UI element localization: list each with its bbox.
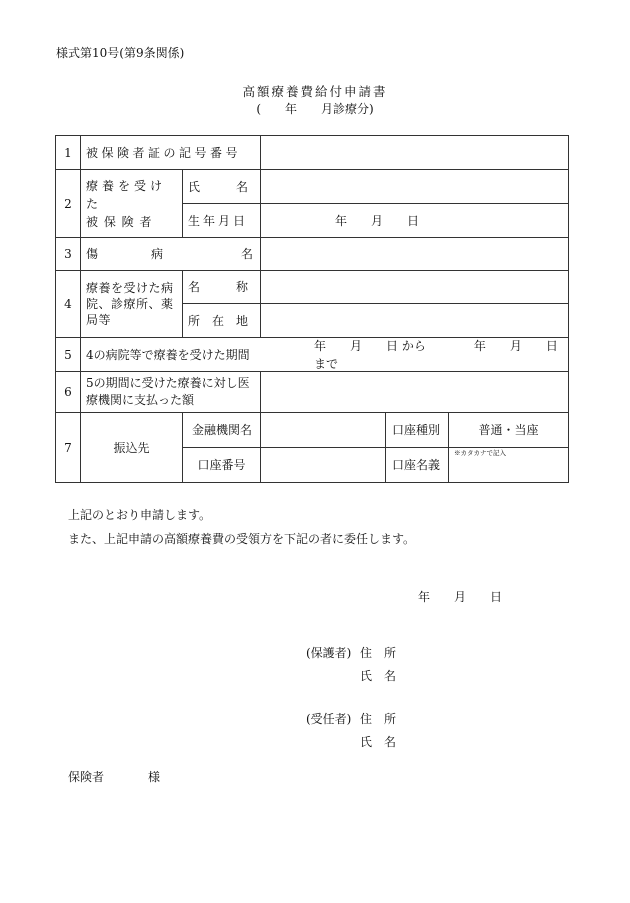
insured-person-label	[86, 170, 180, 237]
form-number: 様式第10号(第9条関係)	[56, 46, 185, 60]
proxy-role: (受任者)	[306, 712, 352, 726]
account-type-options[interactable]: 普通・当座	[478, 423, 539, 437]
row-2-number: 2	[64, 196, 72, 211]
institution-name-field[interactable]	[261, 271, 568, 303]
account-number-field[interactable]	[261, 448, 385, 482]
amount-paid-label: 5の期間に受けた療養に対し医療機関に支払った額	[86, 376, 250, 407]
proxy-name-label: 氏 名	[360, 735, 397, 749]
illness-label-part1: 傷	[86, 247, 99, 261]
amount-paid-field[interactable]	[261, 372, 568, 412]
institution-name-label: 名 称	[188, 280, 249, 294]
account-type-label: 口座種別	[392, 423, 441, 437]
application-date[interactable]: 年 月 日	[418, 590, 503, 604]
row-3-number: 3	[64, 247, 72, 261]
guardian-name-label: 氏 名	[360, 669, 397, 683]
statement-line-1: 上記のとおり申請します。	[68, 508, 212, 522]
institution-address-label: 所 在 地	[188, 313, 249, 328]
date-of-birth-field[interactable]: 年 月 日	[335, 213, 420, 228]
illness-name-label	[86, 238, 256, 270]
guardian-role: (保護者)	[306, 646, 352, 660]
insured-name-field[interactable]	[261, 170, 568, 203]
date-of-birth-label: 生年月日	[188, 213, 249, 228]
insured-person-label-line2: 被 保 険 者	[86, 214, 153, 229]
document-subtitle: ( 年 月診療分)	[256, 102, 374, 116]
row-5-number: 5	[64, 347, 72, 362]
guardian-address-label: 住 所	[360, 646, 397, 660]
account-holder-field[interactable]	[449, 458, 568, 482]
row-6-number: 6	[64, 385, 72, 399]
insurer-honorific: 様	[148, 770, 161, 784]
institution-address-field[interactable]	[261, 304, 568, 337]
insurer-label: 保険者	[68, 770, 105, 784]
insured-person-label-line1: 療養を受けた	[86, 178, 167, 211]
bank-name-field[interactable]	[261, 413, 385, 447]
insurance-card-number-field[interactable]	[261, 136, 568, 169]
account-number-label: 口座番号	[197, 458, 246, 472]
treatment-period-label: 4の病院等で療養を受けた期間	[86, 347, 250, 362]
name-label: 氏 名	[188, 179, 249, 194]
illness-label-part2: 病	[151, 247, 164, 261]
document-title: 高額療養費給付申請書	[242, 84, 388, 99]
medical-institution-label: 療養を受けた病院、診療所、薬局等	[86, 281, 174, 327]
proxy-address-label: 住 所	[360, 712, 397, 726]
treatment-period-field[interactable]: 年 月 日 から 年 月 日まで	[314, 338, 558, 371]
illness-name-field[interactable]	[261, 238, 568, 270]
bank-name-label: 金融機関名	[192, 423, 253, 437]
account-holder-label: 口座名義	[392, 458, 441, 472]
row-1-number: 1	[64, 145, 72, 160]
statement-line-2: また、上記申請の高額療養費の受領方を下記の者に委任します。	[68, 532, 416, 546]
katakana-note: ※カタカナで記入	[454, 449, 506, 457]
row-7-number: 7	[64, 440, 72, 455]
row-4-number: 4	[64, 297, 72, 311]
bank-transfer-label: 振込先	[113, 440, 150, 455]
insurance-card-number-label: 被保険者証の記号番号	[86, 145, 242, 160]
illness-label-part3: 名	[241, 247, 254, 261]
